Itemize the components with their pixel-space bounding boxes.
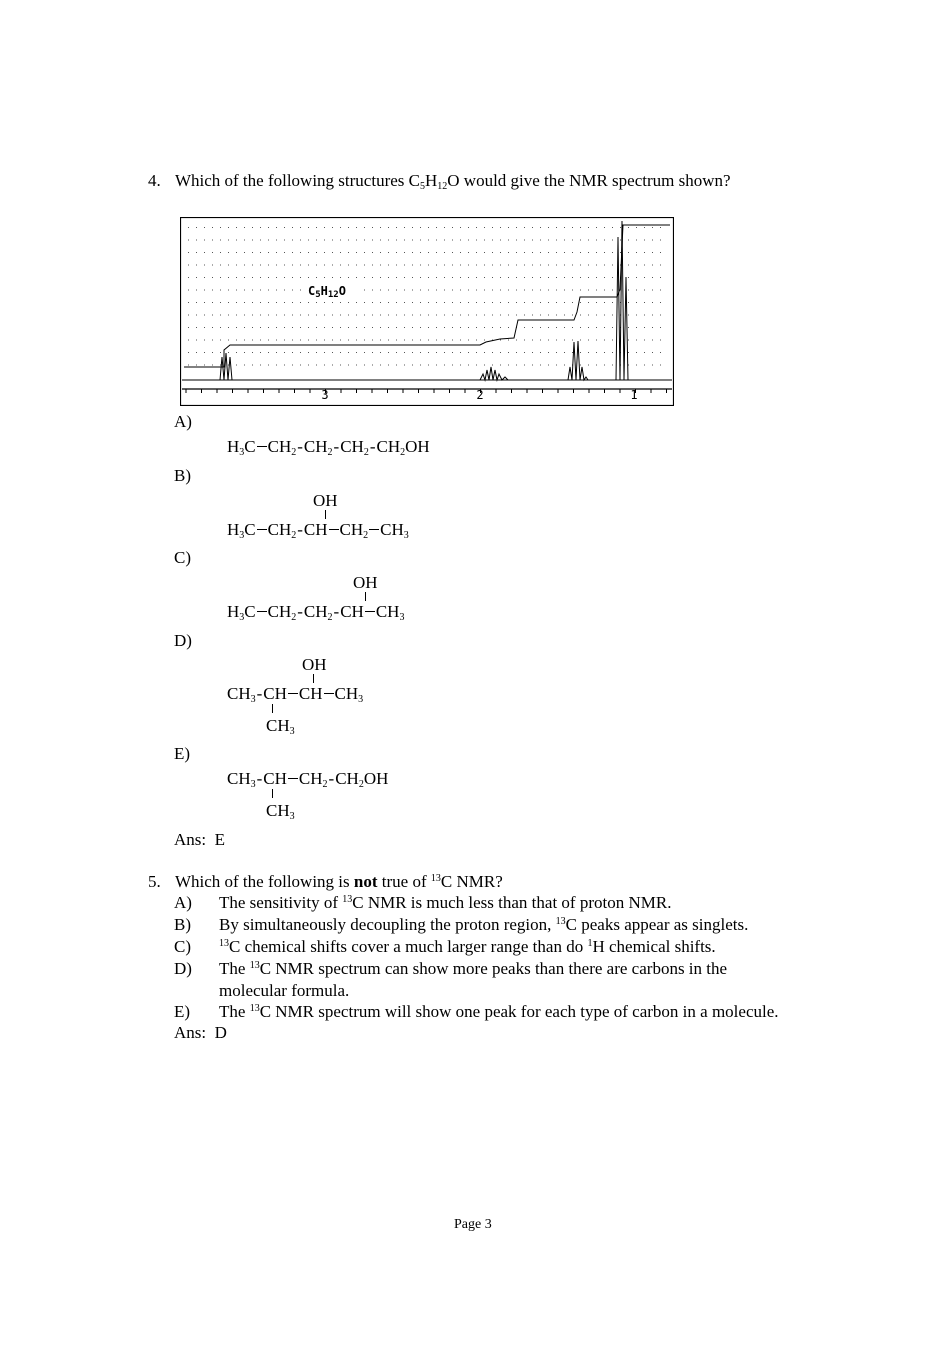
q4-option-b-structure: $H_3C$ $CH_2-CH$ $CH_2$ $CH_3$ [227,520,409,541]
nmr-spectrum [180,217,674,406]
q4-option-e-branch: $CH_3$ [266,801,295,822]
q5-number: 5. [148,872,161,891]
q4-option-a-structure: $H_3C$ $CH_2-CH_2-CH_2-CH_2OH$ [227,437,430,458]
q4-option-d-branch: $CH_3$ [266,716,295,737]
q4-option-c-structure: $H_3C$ $CH_2-CH_2-CH$ $CH_3$ [227,602,405,623]
q4-option-e-letter: E) [174,744,191,763]
q4-text-tail: O would give the NMR spectrum shown? [447,171,731,190]
page-number: Page 3 [454,1217,492,1232]
axis-tick-1: 1 [630,388,638,402]
axis-tick-3: 3 [321,388,329,402]
q4-option-c-letter: C) [174,548,191,567]
q4-option-d-letter: D) [174,631,192,650]
q4-option-a-letter: A) [174,412,192,431]
q4-option-d-structure: $CH_3-CH$ CH $CH_3$ [227,684,364,705]
q5-answer: Ans: D [174,1023,227,1042]
q5-answer-value: D [214,1023,227,1042]
q4-option-e-structure: $CH_3-CH$ $CH_2-CH_2OH$ [227,769,389,790]
q4-text: Which of the following structures C [174,171,420,190]
q4-option-b-letter: B) [174,466,191,485]
axis-tick-2: 2 [476,388,484,402]
q4-number: 4. [148,171,161,190]
q4-answer-value: E [214,830,226,849]
q4-answer: Ans: E [174,830,226,849]
q4-option-b-oh: OH [313,491,338,510]
q4-stem: 4. Which of the following structures $C_5H_{12}O$ would give the NMR spectrum shown? [148,171,731,192]
q4-option-d-oh: OH [302,655,327,674]
q5-stem: 5. Which of the following is not true of $^{13}$C NMR? [148,872,503,891]
q4-option-c-oh: OH [353,573,378,592]
spectrum-formula-label: C5H12O [308,284,346,300]
